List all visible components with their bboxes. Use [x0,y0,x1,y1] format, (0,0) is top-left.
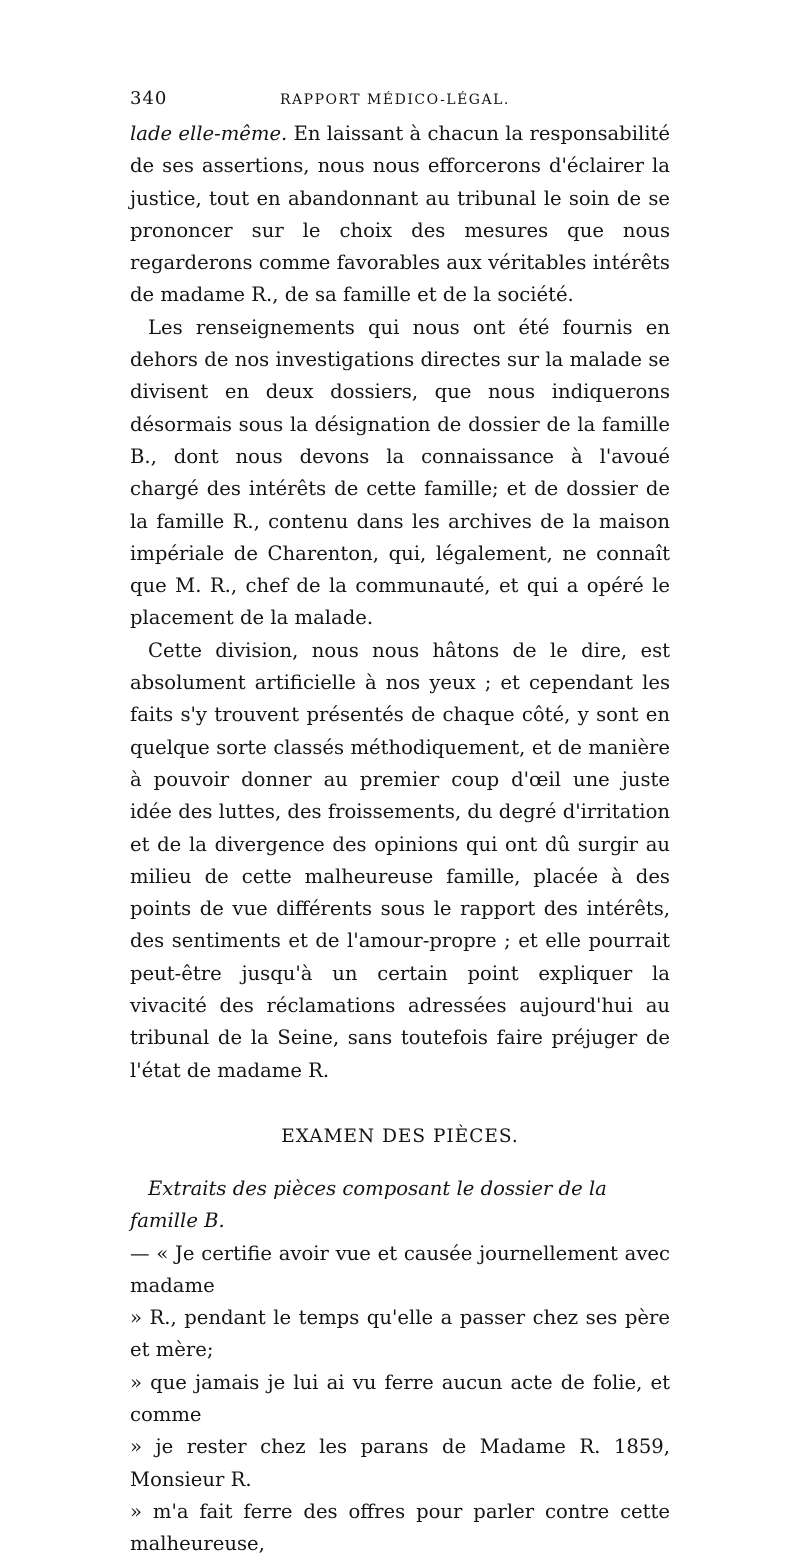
paragraph-1-lead: lade elle-même. [130,122,287,145]
paragraph-1-text: En laissant à chacun la responsabilité de ses assertions, nous nous efforcerons d'éclairer la justice, tout en abandonnant au tribunal le soin de se prononcer sur le choix des mesures que nous regarderons comme favorables aux véritables intérêts de madame R., de sa famille et de la société. [130,122,670,306]
quote-line: — « Je certifie avoir vue et causée journellement avec madame [130,1238,670,1303]
running-title: RAPPORT MÉDICO-LÉGAL. [280,92,510,108]
quote-line: » que jamais je lui ai vu ferre aucun acte de folie, et comme [130,1367,670,1432]
running-head [130,88,670,118]
quoted-document [130,1238,670,1560]
page-number: 340 [130,88,280,109]
subsection-heading: Extraits des pièces composant le dossier de la famille B. [130,1173,670,1238]
section-heading: EXAMEN DES PIÈCES. [130,1121,670,1153]
quote-line: » R., pendant le temps qu'elle a passer chez ses père et mère; [130,1302,670,1367]
quote-line: » m'a fait ferre des offres pour parler contre cette malheureuse, [130,1496,670,1560]
paragraph-3: Cette division, nous nous hâtons de le dire, est absolument artificielle à nos yeux ; et cependant les faits s'y trouvent présentés de chaque côté, y sont en quelque sorte classés méthodiquement, et de manière à pouvoir donner au premier coup d'œil une juste idée des luttes, des froissements, du degré d'irritation et de la divergence des opinions qui ont dû surgir au milieu de cette malheureuse famille, placée à des points de vue différents sous le rapport des intérêts, des sentiments et de l'amour-propre ; et elle pourrait peut-être jusqu'à un certain point expliquer la vivacité des réclamations adressées aujourd'hui au tribunal de la Seine, sans toutefois faire préjuger de l'état de madame R. [130,635,670,1087]
paragraph-1 [130,118,670,312]
body-text [130,118,670,1087]
book-page [130,88,670,1560]
quote-line: » je rester chez les parans de Madame R. 1859, Monsieur R. [130,1431,670,1496]
paragraph-2: Les renseignements qui nous ont été fournis en dehors de nos investigations directes sur la malade se divisent en deux dossiers, que nous indiquerons désormais sous la désignation de dossier de la famille B., dont nous devons la connaissance à l'avoué chargé des intérêts de cette famille; et de dossier de la famille R., contenu dans les archives de la maison impériale de Charenton, qui, légalement, ne connaît que M. R., chef de la communauté, et qui a opéré le placement de la malade. [130,312,670,635]
